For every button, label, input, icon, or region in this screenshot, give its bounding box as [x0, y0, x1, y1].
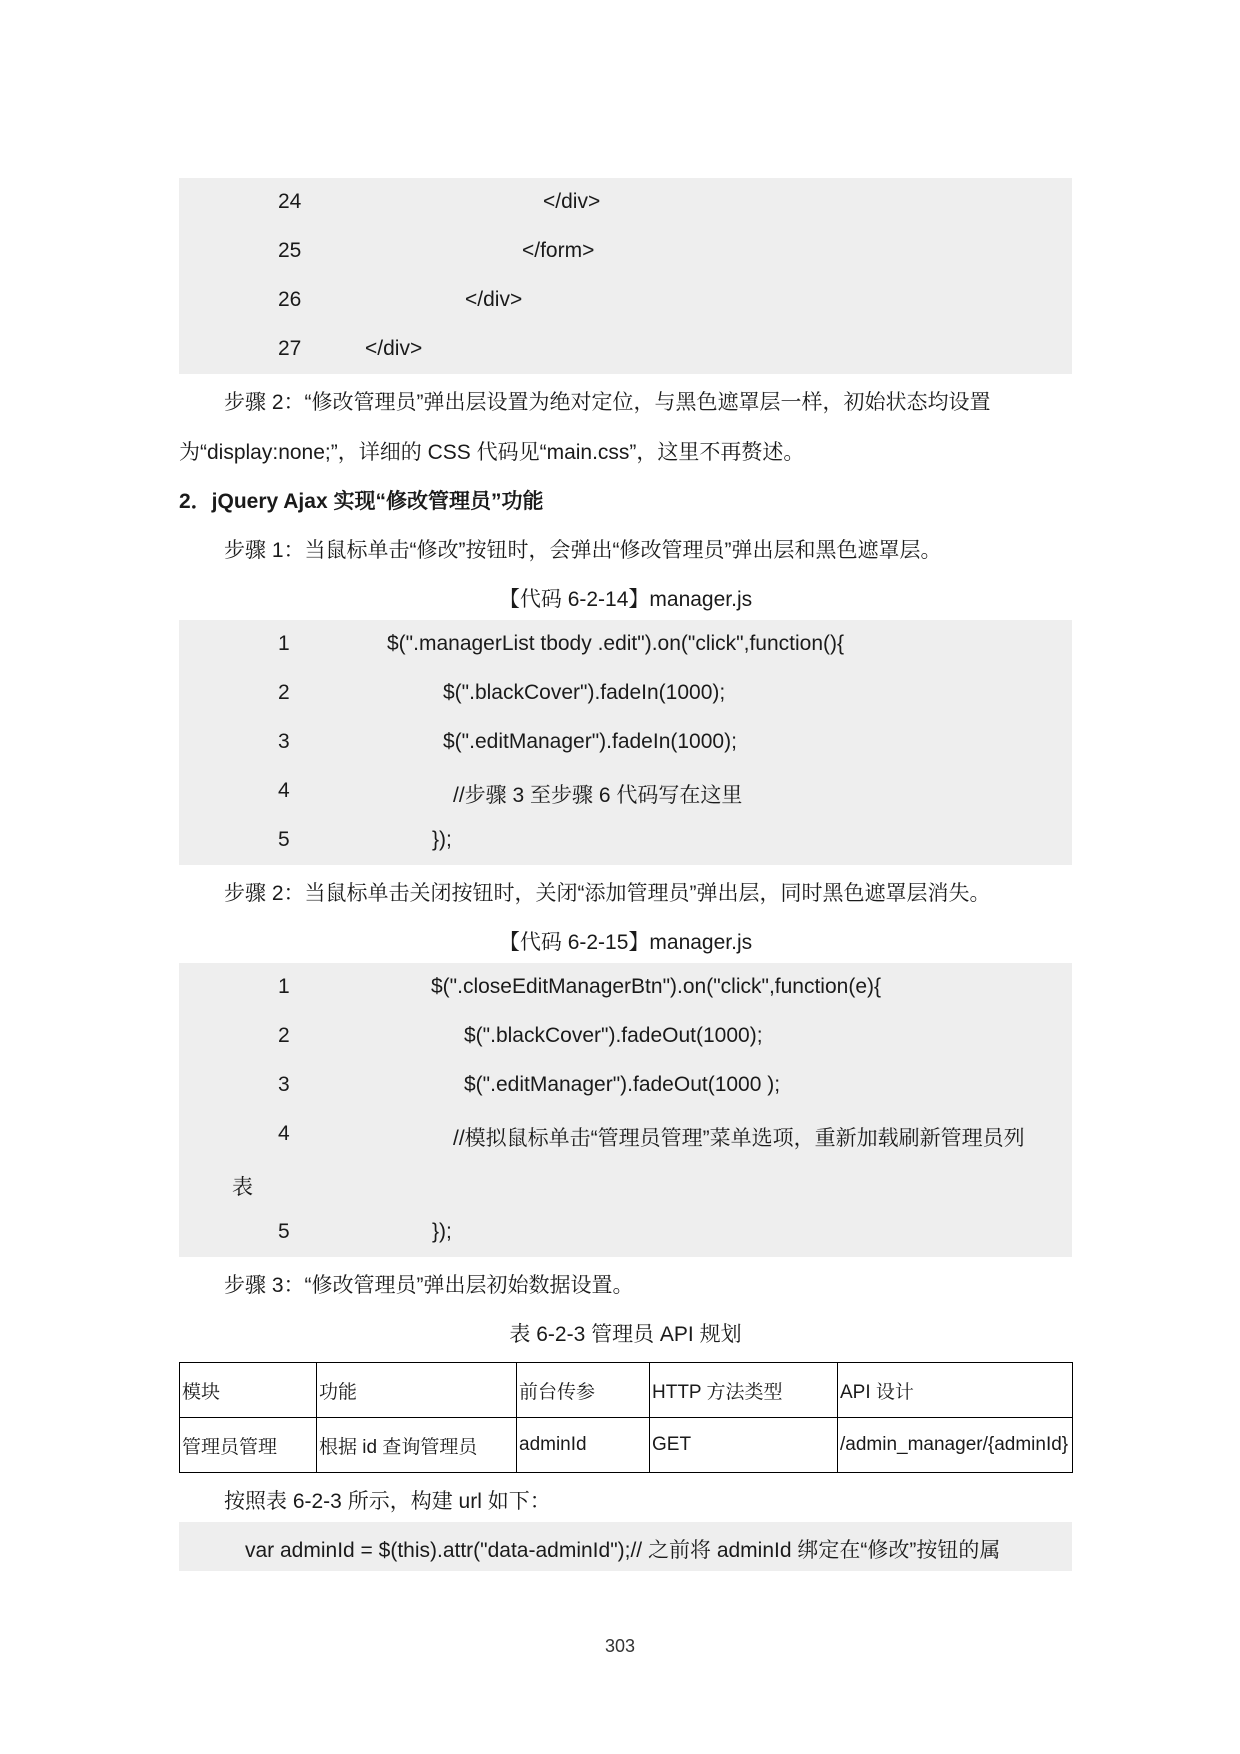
step2-close-paragraph: 步骤 2：当鼠标单击关闭按钮时，关闭“添加管理员”弹出层，同时黑色遮罩层消失。 [224, 882, 991, 905]
line-number: 4 [278, 1122, 290, 1145]
line-number: 5 [278, 1220, 290, 1243]
code-block-top [179, 178, 1072, 374]
code-line: </form> [522, 239, 595, 262]
line-number: 2 [278, 1024, 290, 1047]
code-line-wrap: 表 [232, 1176, 253, 1199]
code-line: </div> [543, 190, 601, 213]
table-cell: /admin_manager/{adminId} [838, 1418, 1073, 1473]
table-cell: adminId [517, 1418, 650, 1473]
line-number: 3 [278, 1073, 290, 1096]
code-caption-6-2-15: 【代码 6-2-15】manager.js [498, 931, 753, 954]
api-table [179, 1362, 1073, 1473]
code-line: var adminId = $(this).attr("data-adminId");// 之前将 adminId 绑定在“修改”按钮的属 [245, 1539, 1001, 1562]
line-number: 1 [278, 632, 290, 655]
code-line: //模拟鼠标单击“管理员管理”菜单选项，重新加载刷新管理员列 [453, 1127, 1025, 1150]
code-line: $(".blackCover").fadeIn(1000); [443, 681, 726, 704]
code-line: $(".closeEditManagerBtn").on("click",function(e){ [431, 975, 882, 998]
table-header-cell: HTTP 方法类型 [650, 1363, 838, 1418]
code-block-bottom [179, 1522, 1072, 1571]
code-caption-6-2-14: 【代码 6-2-14】manager.js [498, 588, 753, 611]
code-line: </div> [365, 337, 423, 360]
code-line: //步骤 3 至步骤 6 代码写在这里 [453, 784, 743, 807]
code-line: $(".blackCover").fadeOut(1000); [464, 1024, 763, 1047]
table-header-row [180, 1363, 1073, 1418]
code-line: $(".editManager").fadeIn(1000); [443, 730, 737, 753]
table-caption: 表 6-2-3 管理员 API 规划 [509, 1323, 742, 1346]
table-header-cell: 模块 [180, 1363, 317, 1418]
table-cell: GET [650, 1418, 838, 1473]
step2-paragraph-line1: 步骤 2：“修改管理员”弹出层设置为绝对定位，与黑色遮罩层一样，初始状态均设置 [224, 391, 991, 414]
code-block-6-2-15 [179, 963, 1072, 1257]
line-number: 2 [278, 681, 290, 704]
step3-paragraph: 步骤 3：“修改管理员”弹出层初始数据设置。 [224, 1274, 634, 1297]
code-line: $(".editManager").fadeOut(1000 ); [464, 1073, 781, 1096]
code-line: $(".managerList tbody .edit").on("click",function(){ [387, 632, 845, 655]
section-heading: 2．jQuery Ajax 实现“修改管理员”功能 [179, 490, 544, 513]
table-header-cell: 功能 [317, 1363, 517, 1418]
table-header-cell: 前台传参 [517, 1363, 650, 1418]
table-row [180, 1418, 1073, 1473]
line-number: 5 [278, 828, 290, 851]
line-number: 3 [278, 730, 290, 753]
page-number: 303 [604, 1636, 636, 1656]
line-number: 25 [278, 239, 302, 262]
code-line: </div> [465, 288, 523, 311]
line-number: 26 [278, 288, 302, 311]
code-line: }); [432, 828, 452, 851]
line-number: 4 [278, 779, 290, 802]
table-header-cell: API 设计 [838, 1363, 1073, 1418]
line-number: 24 [278, 190, 302, 213]
code-line: }); [432, 1220, 452, 1243]
table-cell: 管理员管理 [180, 1418, 317, 1473]
line-number: 1 [278, 975, 290, 998]
line-number: 27 [278, 337, 302, 360]
step1-paragraph: 步骤 1：当鼠标单击“修改”按钮时，会弹出“修改管理员”弹出层和黑色遮罩层。 [224, 539, 942, 562]
code-block-6-2-14 [179, 620, 1072, 865]
after-table-paragraph: 按照表 6-2-3 所示，构建 url 如下： [224, 1490, 551, 1513]
table-cell: 根据 id 查询管理员 [317, 1418, 517, 1473]
step2-paragraph-line2: 为“display:none;”，详细的 CSS 代码见“main.css”，这里不再赘述。 [179, 441, 805, 464]
